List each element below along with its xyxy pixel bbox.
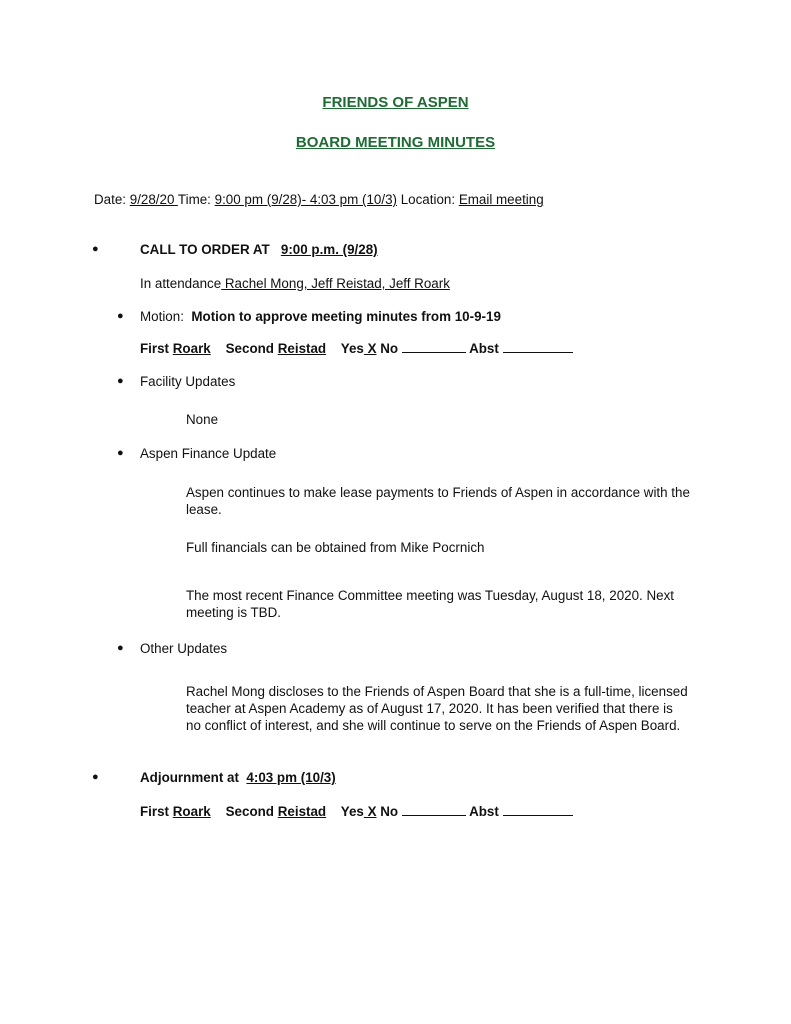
yes-label: Yes (340, 341, 364, 356)
bullet-icon: ● (117, 447, 124, 459)
attendance-value: Rachel Mong, Jeff Reistad, Jeff Roark (221, 276, 450, 291)
finance-paragraph: The most recent Finance Committee meeting was Tuesday, August 18, 2020. Next meeting is TBD. (186, 588, 675, 620)
bullet-icon: ● (92, 771, 99, 783)
finance-paragraph: Aspen continues to make lease payments to Friends of Aspen in accordance with the lease. (186, 485, 690, 517)
first-value: Roark (172, 341, 211, 356)
motion-text: Motion to approve meeting minutes from 10-9-19 (191, 309, 501, 324)
abst-label: Abst (469, 804, 499, 819)
other-body: Rachel Mong discloses to the Friends of Aspen Board that she is a full-time, licensed teacher at Aspen Academy as of August 17, 2020. It has been verified that there is no conflict of interest, and she will continue to serve on the Friends of Aspen Board. (186, 684, 688, 733)
facility-body: None (186, 412, 219, 427)
motion-vote-line (140, 341, 573, 355)
adjournment-label: Adjournment at (140, 770, 239, 785)
second-value: Reistad (277, 804, 327, 819)
adjournment-vote-line (140, 804, 573, 818)
abst-blank (503, 341, 573, 353)
adjournment-time: 4:03 pm (10/3) (246, 770, 336, 785)
yes-value: X (363, 804, 377, 819)
time-value: 9:00 pm (9/28)- 4:03 pm (10/3) (214, 192, 397, 207)
yes-value: X (363, 341, 377, 356)
adjournment-line (140, 771, 336, 784)
abst-blank (503, 804, 573, 816)
other-heading: Other Updates (140, 641, 228, 656)
motion-label: Motion: (140, 309, 184, 324)
no-blank (402, 341, 466, 353)
date-label: Date: (94, 192, 127, 207)
date-value: 9/28/20 (129, 192, 178, 207)
call-to-order-time: 9:00 p.m. (9/28) (280, 242, 378, 257)
finance-heading: Aspen Finance Update (140, 446, 277, 461)
no-label: No (380, 341, 399, 356)
bullet-icon: ● (117, 642, 124, 654)
bullet-icon: ● (92, 243, 99, 255)
meta-line (94, 193, 544, 206)
call-to-order (140, 243, 378, 256)
no-label: No (380, 804, 399, 819)
finance-paragraph: Full financials can be obtained from Mike Pocrnich (186, 540, 485, 555)
first-label: First (140, 341, 170, 356)
motion-line (140, 310, 501, 323)
first-value: Roark (172, 804, 211, 819)
yes-label: Yes (340, 804, 364, 819)
doc-title: BOARD MEETING MINUTES (295, 134, 496, 151)
second-label: Second (225, 341, 274, 356)
second-value: Reistad (277, 341, 327, 356)
no-blank (402, 804, 466, 816)
facility-heading: Facility Updates (140, 374, 236, 389)
bullet-icon: ● (117, 375, 124, 387)
org-title: FRIENDS OF ASPEN (322, 94, 469, 111)
location-value: Email meeting (458, 192, 544, 207)
bullet-icon: ● (117, 310, 124, 322)
time-label: Time: (177, 192, 211, 207)
call-to-order-label: CALL TO ORDER AT (140, 242, 270, 257)
second-label: Second (225, 804, 274, 819)
attendance-label: In attendance (140, 276, 222, 291)
first-label: First (140, 804, 170, 819)
location-label: Location: (400, 192, 456, 207)
abst-label: Abst (469, 341, 499, 356)
attendance-line (140, 277, 450, 290)
